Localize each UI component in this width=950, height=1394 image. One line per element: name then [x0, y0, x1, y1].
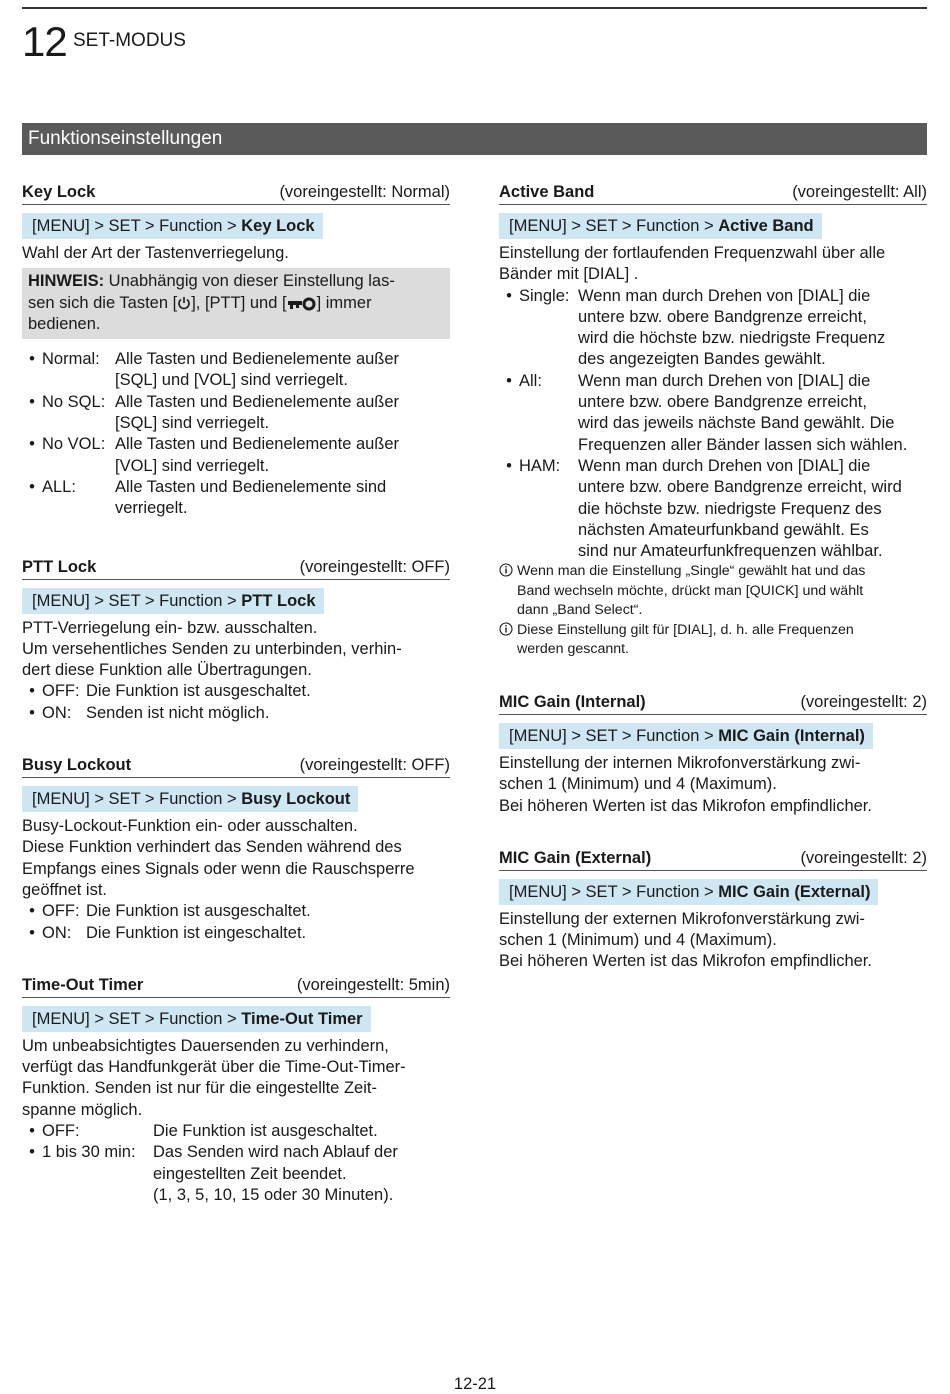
menu-path-item: Busy Lockout: [241, 790, 351, 809]
option-key: HAM:: [519, 456, 561, 475]
chapter-title: SET-MODUS: [73, 30, 186, 51]
option-value: [VOL] sind verriegelt.: [115, 456, 270, 475]
option-value: des angezeigten Bandes gewählt.: [578, 350, 826, 369]
text-line: schen 1 (Minimum) und 4 (Maximum).: [499, 931, 777, 950]
time-out-timer-description: [22, 1036, 450, 1121]
key-lock-menu-path: [22, 213, 323, 239]
option-item: • HAM: Wenn man durch Drehen von [DIAL] die untere bzw. obere Bandgrenze erreicht, wird die höchste bzw. niedrigste Frequenz des nächsten Amateurfunkband gewählt. Es sind nur Amateurfunkfrequenzen wählbar.: [499, 456, 927, 562]
option-value: Die Funktion ist ausgeschaltet.: [86, 682, 311, 701]
key-lock-header: [22, 181, 450, 205]
active-band-title: Active Band: [499, 183, 595, 201]
text-line: Bei höheren Werten ist das Mikrofon empfindlicher.: [499, 952, 872, 971]
mic-gain-external-description: [499, 909, 927, 973]
mic-gain-internal-header: [499, 691, 927, 715]
top-rule: [22, 7, 927, 9]
option-value: Die Funktion ist ausgeschaltet.: [153, 1122, 378, 1141]
option-key: Single:: [519, 286, 570, 305]
option-value: nächsten Amateurfunkband gewählt. Es: [578, 520, 869, 539]
option-value: wird die höchste bzw. niedrigste Frequenz: [578, 329, 886, 348]
ptt-lock-default: (voreingestellt: OFF): [299, 557, 450, 576]
text-line: Busy-Lockout-Funktion ein- oder ausschalten.: [22, 817, 358, 836]
key-lock-default: (voreingestellt: Normal): [279, 183, 450, 201]
busy-lockout-menu-path: [22, 786, 358, 812]
key-lock-section: [22, 181, 450, 520]
option-key: No VOL:: [42, 435, 106, 454]
time-out-timer-menu-path: [22, 1006, 371, 1032]
option-value: untere bzw. obere Bandgrenze erreicht,: [578, 307, 867, 326]
option-item: • All: Wenn man durch Drehen von [DIAL] die untere bzw. obere Bandgrenze erreicht, wird das jeweils nächste Band gewählt. Die Frequenzen aller Bänder lassen sich wählen.: [499, 371, 927, 456]
note-text: bedienen.: [28, 314, 101, 333]
option-value: Alle Tasten und Bedienelemente außer: [115, 435, 400, 454]
key-icon: [287, 294, 317, 312]
option-value: Die Funktion ist ausgeschaltet.: [86, 902, 311, 921]
ptt-lock-section: [22, 556, 450, 724]
text-line: verfügt das Handfunkgerät über die Time-Out-Timer-: [22, 1058, 406, 1077]
option-value: wird das jeweils nächste Band gewählt. Die: [578, 414, 895, 433]
option-value: Alle Tasten und Bedienelemente sind: [115, 477, 387, 496]
text-line: dert diese Funktion alle Übertragungen.: [22, 661, 312, 680]
ptt-lock-menu-path: [22, 588, 324, 614]
option-key: All:: [519, 371, 542, 390]
option-value: (1, 3, 5, 10, 15 oder 30 Minuten).: [153, 1185, 394, 1204]
time-out-timer-section: [22, 974, 450, 1206]
option-value: die höchste bzw. niedrigste Frequenz des: [578, 499, 882, 518]
left-column: [22, 181, 450, 1206]
time-out-timer-header: [22, 974, 450, 998]
option-item: • OFF: Die Funktion ist ausgeschaltet.: [22, 901, 450, 922]
option-value: [SQL] sind verriegelt.: [115, 414, 270, 433]
note-text: ] immer: [316, 293, 372, 312]
chapter-number: 12: [22, 18, 67, 65]
key-lock-options: [22, 349, 450, 519]
option-value: untere bzw. obere Bandgrenze erreicht, wird: [578, 478, 902, 497]
info-note: [499, 562, 927, 621]
option-value: verriegelt.: [115, 499, 188, 518]
option-key: 1 bis 30 min:: [42, 1143, 136, 1162]
note-label: HINWEIS:: [28, 272, 105, 291]
busy-lockout-title: Busy Lockout: [22, 756, 132, 775]
power-icon: [177, 294, 191, 312]
text-line: Bänder mit [DIAL] .: [499, 265, 639, 284]
option-value: Wenn man durch Drehen von [DIAL] die: [578, 286, 871, 305]
mic-gain-internal-description: [499, 753, 927, 817]
menu-path-item: MIC Gain (External): [718, 882, 871, 901]
menu-path-item: Key Lock: [241, 217, 315, 235]
menu-path-prefix: [MENU] > SET > Function >: [32, 591, 242, 610]
info-note: [499, 621, 927, 660]
option-key: No SQL:: [42, 392, 106, 411]
info-text: Diese Einstellung gilt für [DIAL], d. h. alle Frequenzen: [517, 621, 854, 638]
option-value: Frequenzen aller Bänder lassen sich wählen.: [578, 435, 908, 454]
mic-gain-external-header: [499, 847, 927, 871]
note-text: Unabhängig von dieser Einstellung las-: [104, 272, 395, 291]
text-line: Einstellung der fortlaufenden Frequenzwahl über alle: [499, 244, 886, 262]
option-key: ON:: [42, 703, 72, 722]
option-value: sind nur Amateurfunkfrequenzen wählbar.: [578, 542, 883, 561]
key-lock-title: Key Lock: [22, 183, 96, 201]
ptt-lock-description: [22, 618, 450, 682]
option-item: • ON: Die Funktion ist eingeschaltet.: [22, 923, 450, 944]
info-text: werden gescannt.: [517, 641, 629, 658]
info-text: Band wechseln möchte, drückt man [QUICK] und wählt: [517, 582, 864, 599]
menu-path-prefix: [MENU] > SET > Function >: [509, 217, 719, 235]
info-text: dann „Band Select“.: [517, 602, 643, 619]
text-line: Einstellung der internen Mikrofonverstärkung zwi-: [499, 753, 861, 772]
text-line: Um unbeabsichtigtes Dauersenden zu verhindern,: [22, 1036, 389, 1055]
menu-path-item: MIC Gain (Internal): [718, 726, 865, 745]
text-line: Diese Funktion verhindert das Senden während des: [22, 838, 402, 857]
busy-lockout-description: [22, 816, 450, 901]
option-value: Wenn man durch Drehen von [DIAL] die: [578, 371, 871, 390]
text-line: Empfangs eines Signals oder wenn die Rauschsperre: [22, 859, 415, 878]
text-line: PTT-Verriegelung ein- bzw. ausschalten.: [22, 618, 318, 637]
ptt-lock-title: PTT Lock: [22, 557, 97, 576]
menu-path-item: Time-Out Timer: [241, 1009, 363, 1028]
mic-gain-external-title: MIC Gain (External): [499, 848, 652, 867]
option-item: • OFF: Die Funktion ist ausgeschaltet.: [22, 1121, 450, 1142]
key-lock-note: [22, 268, 450, 339]
menu-path-item: Active Band: [718, 217, 814, 235]
active-band-header: [499, 181, 927, 205]
option-item: • OFF: Die Funktion ist ausgeschaltet.: [22, 681, 450, 702]
menu-path-prefix: [MENU] > SET > Function >: [32, 217, 242, 235]
menu-path-prefix: [MENU] > SET > Function >: [32, 1009, 242, 1028]
right-column: [499, 181, 927, 973]
key-lock-description: Wahl der Art der Tastenverriegelung.: [22, 244, 289, 262]
text-line: spanne möglich.: [22, 1100, 143, 1119]
active-band-default: (voreingestellt: All): [792, 183, 927, 201]
active-band-description: [499, 243, 927, 286]
option-value: Senden ist nicht möglich.: [86, 703, 270, 722]
time-out-timer-default: (voreingestellt: 5min): [296, 975, 450, 994]
text-line: Funktion. Senden ist nur für die eingestellte Zeit-: [22, 1079, 377, 1098]
option-key: OFF:: [42, 1122, 80, 1141]
mic-gain-external-menu-path: [499, 879, 878, 905]
option-item: • No VOL: Alle Tasten und Bedienelemente außer [VOL] sind verriegelt.: [22, 434, 450, 477]
text-line: Einstellung der externen Mikrofonverstärkung zwi-: [499, 909, 865, 928]
option-value: untere bzw. obere Bandgrenze erreicht,: [578, 393, 867, 412]
option-key: Normal:: [42, 350, 100, 369]
info-icon: [499, 562, 517, 621]
option-item: • ALL: Alle Tasten und Bedienelemente sind verriegelt.: [22, 477, 450, 520]
option-item: • No SQL: Alle Tasten und Bedienelemente außer [SQL] sind verriegelt.: [22, 392, 450, 435]
option-key: OFF:: [42, 682, 80, 701]
menu-path-prefix: [MENU] > SET > Function >: [32, 790, 242, 809]
mic-gain-internal-title: MIC Gain (Internal): [499, 692, 646, 711]
option-item: • Single: Wenn man durch Drehen von [DIAL] die untere bzw. obere Bandgrenze erreicht, wird die höchste bzw. niedrigste Frequenz des angezeigten Bandes gewählt.: [499, 286, 927, 371]
option-key: ON:: [42, 923, 72, 942]
busy-lockout-header: [22, 754, 450, 778]
info-text: Wenn man die Einstellung „Single“ gewählt hat und das: [517, 563, 866, 580]
option-item: • 1 bis 30 min: Das Senden wird nach Ablauf der eingestellten Zeit beendet. (1, 3, 5, 10, 15 oder 30 Minuten).: [22, 1142, 450, 1206]
mic-gain-external-section: [499, 847, 927, 973]
ptt-lock-header: [22, 556, 450, 580]
page-number: 12-21: [453, 1375, 497, 1393]
option-item: • ON: Senden ist nicht möglich.: [22, 703, 450, 724]
text-line: Um versehentliches Senden zu unterbinden, verhin-: [22, 639, 402, 658]
option-value: Alle Tasten und Bedienelemente außer: [115, 392, 400, 411]
busy-lockout-default: (voreingestellt: OFF): [299, 756, 450, 775]
option-value: Alle Tasten und Bedienelemente außer: [115, 350, 400, 369]
option-value: eingestellten Zeit beendet.: [153, 1164, 347, 1183]
text-line: geöffnet ist.: [22, 880, 108, 899]
mic-gain-internal-section: [499, 691, 927, 817]
menu-path-item: PTT Lock: [241, 591, 316, 610]
option-key: OFF:: [42, 902, 80, 921]
menu-path-prefix: [MENU] > SET > Function >: [509, 726, 719, 745]
active-band-menu-path: [499, 213, 822, 239]
option-value: Das Senden wird nach Ablauf der: [153, 1143, 398, 1162]
text-line: Bei höheren Werten ist das Mikrofon empfindlicher.: [499, 796, 872, 815]
option-value: Wenn man durch Drehen von [DIAL] die: [578, 456, 871, 475]
busy-lockout-section: [22, 754, 450, 944]
info-icon: [499, 621, 517, 660]
mic-gain-internal-default: (voreingestellt: 2): [800, 692, 927, 711]
note-text: sen sich die Tasten [: [28, 293, 178, 312]
note-text: ], [PTT] und [: [191, 293, 287, 312]
option-value: [SQL] und [VOL] sind verriegelt.: [115, 371, 348, 390]
section-band-title: Funktionseinstellungen: [22, 123, 927, 155]
mic-gain-external-default: (voreingestellt: 2): [800, 848, 927, 867]
option-key: ALL:: [42, 477, 76, 496]
menu-path-prefix: [MENU] > SET > Function >: [509, 882, 719, 901]
time-out-timer-title: Time-Out Timer: [22, 975, 144, 994]
option-item: • Normal: Alle Tasten und Bedienelemente außer [SQL] und [VOL] sind verriegelt.: [22, 349, 450, 392]
mic-gain-internal-menu-path: [499, 723, 873, 749]
option-value: Die Funktion ist eingeschaltet.: [86, 923, 307, 942]
active-band-section: [499, 181, 927, 660]
text-line: schen 1 (Minimum) und 4 (Maximum).: [499, 775, 777, 794]
